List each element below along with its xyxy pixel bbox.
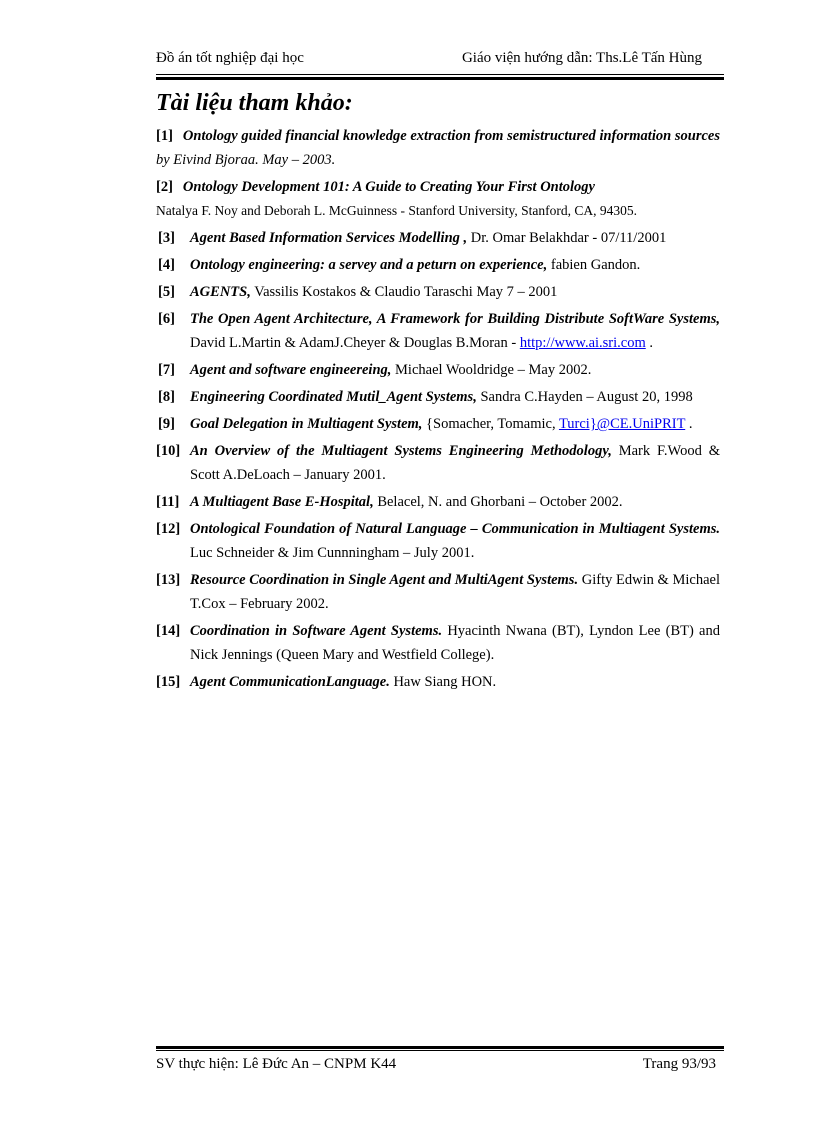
reference-number: [1] <box>156 128 173 144</box>
footer-left-text: SV thực hiện: Lê Đức An – CNPM K44 <box>156 1056 397 1072</box>
reference-details: {Somacher, Tomamic, <box>422 416 559 432</box>
reference-details: Vassilis Kostakos & Claudio Taraschi May 7 – 2001 <box>250 284 558 300</box>
reference-item <box>156 517 720 565</box>
reference-item <box>156 670 720 694</box>
reference-number: [4] <box>158 257 175 273</box>
reference-details: Mark F.Wood & Scott A.DeLoach – January 2001. <box>190 443 720 483</box>
reference-number: [6] <box>158 311 175 327</box>
reference-details: Dr. Omar Belakhdar - 07/11/2001 <box>467 230 667 246</box>
reference-number: [14] <box>156 623 181 639</box>
reference-title: Agent Based Information Services Modelling , <box>190 230 468 246</box>
reference-details: Gifty Edwin & Michael T.Cox – February 2002. <box>190 572 720 612</box>
reference-number: [3] <box>158 230 175 246</box>
reference-details: Michael Wooldridge – May 2002. <box>391 362 592 378</box>
reference-item <box>156 412 720 436</box>
reference-title: Coordination in Software Agent Systems. <box>190 623 443 639</box>
reference-link-suffix: . <box>645 335 653 351</box>
reference-details: Hyacinth Nwana (BT), Lyndon Lee (BT) and Nick Jennings (Queen Mary and Westfield College). <box>190 623 720 663</box>
page-title: Tài liệu tham khảo: <box>156 90 353 116</box>
reference-title: Ontological Foundation of Natural Language – Communication in Multiagent Systems. <box>190 521 720 537</box>
reference-details: Haw Siang HON. <box>389 674 497 690</box>
reference-details: Luc Schneider & Jim Cunnningham – July 2001. <box>190 545 475 561</box>
reference-title: A Multiagent Base E-Hospital, <box>190 494 374 510</box>
reference-item <box>156 124 720 172</box>
reference-link-suffix: . <box>685 416 693 432</box>
reference-details: fabien Gandon. <box>547 257 641 273</box>
header-right-text: Giáo viện hướng dẫn: Ths.Lê Tấn Hùng <box>461 50 702 66</box>
reference-title: Agent and software engineereing, <box>190 362 392 378</box>
reference-number: [13] <box>156 572 181 588</box>
reference-number: [11] <box>156 494 180 510</box>
reference-title: Ontology Development 101: A Guide to Creating Your First Ontology <box>182 179 595 195</box>
page-number: Trang 93/93 <box>642 1056 716 1072</box>
reference-item <box>156 226 720 250</box>
reference-details: Belacel, N. and Ghorbani – October 2002. <box>373 494 623 510</box>
reference-title: An Overview of the Multiagent Systems Engineering Methodology, <box>190 443 612 459</box>
reference-item <box>156 439 720 487</box>
reference-title: Ontology engineering: a servey and a peturn on experience, <box>190 257 548 273</box>
reference-item <box>156 253 720 277</box>
footer-rule-thick <box>156 1046 724 1049</box>
reference-item <box>156 568 720 616</box>
header-rule-thick <box>156 77 724 80</box>
reference-list <box>156 124 720 697</box>
reference-number: [5] <box>158 284 175 300</box>
reference-link[interactable]: http://www.ai.sri.com <box>519 335 646 351</box>
reference-title: Goal Delegation in Multiagent System, <box>190 416 423 432</box>
reference-item <box>156 385 720 409</box>
reference-item <box>156 490 720 514</box>
page-footer <box>156 1056 724 1080</box>
reference-link[interactable]: Turci}@CE.UniPRIT <box>558 416 686 432</box>
reference-number: [12] <box>156 521 181 537</box>
reference-details: Sandra C.Hayden – August 20, 1998 <box>476 389 693 405</box>
reference-number: [9] <box>158 416 175 432</box>
reference-number: [15] <box>156 674 181 690</box>
reference-item <box>156 619 720 667</box>
reference-title: Agent CommunicationLanguage. <box>190 674 390 690</box>
reference-title: The Open Agent Architecture, A Framework for Building Distribute SoftWare Systems, <box>190 311 720 327</box>
page-header <box>156 48 724 72</box>
header-rule-thin <box>156 74 724 75</box>
reference-number: [10] <box>156 443 181 459</box>
reference-number: [8] <box>158 389 175 405</box>
reference-details: David L.Martin & AdamJ.Cheyer & Douglas B.Moran - <box>190 335 520 351</box>
header-left-text: Đồ án tốt nghiệp đại học <box>156 50 304 66</box>
reference-title: Ontology guided financial knowledge extraction from semistructured information sources <box>182 128 720 144</box>
reference-title: Resource Coordination in Single Agent and MultiAgent Systems. <box>190 572 579 588</box>
footer-rule-thin <box>156 1050 724 1051</box>
reference-details: Natalya F. Noy and Deborah L. McGuinness - Stanford University, Stanford, CA, 94305. <box>156 203 637 218</box>
reference-number: [7] <box>158 362 175 378</box>
reference-details: by Eivind Bjoraa. May – 2003. <box>156 152 336 168</box>
reference-item <box>156 175 720 223</box>
reference-item <box>156 280 720 304</box>
reference-item <box>156 358 720 382</box>
reference-number: [2] <box>156 179 173 195</box>
reference-item <box>156 307 720 355</box>
reference-title: AGENTS, <box>190 284 251 300</box>
reference-title: Engineering Coordinated Mutil_Agent Systems, <box>190 389 477 405</box>
